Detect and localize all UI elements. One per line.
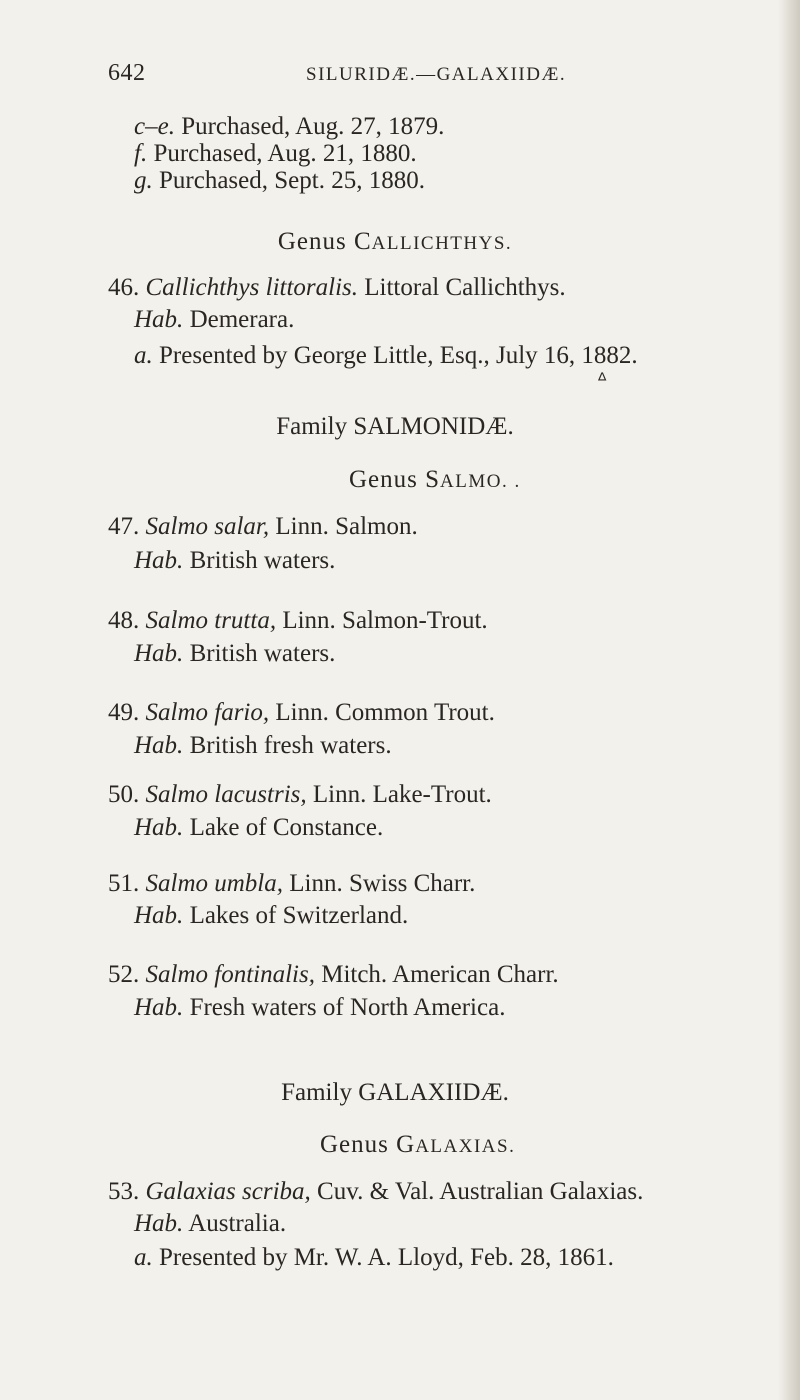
habitat-line	[134, 639, 335, 669]
authority: Mitch.	[321, 961, 388, 988]
hab-text: British waters.	[189, 547, 336, 574]
genus-rest: ALMO. .	[440, 471, 521, 492]
purchase-text: Purchased, Aug. 27, 1879.	[181, 113, 445, 140]
entry-number: 51.	[108, 870, 140, 897]
specimen-text: Presented by George Little, Esq., July 16, 1882.	[159, 342, 638, 369]
purchase-line	[134, 139, 417, 169]
hab-text: Demerara.	[189, 306, 295, 333]
common-name: Lake-Trout.	[372, 781, 492, 808]
species-entry-52	[108, 960, 559, 990]
species-entry-51	[108, 869, 475, 899]
common-name: Australian Galaxias.	[439, 1178, 644, 1205]
habitat-line	[134, 993, 505, 1023]
hab-label: Hab.	[134, 640, 184, 667]
habitat-line	[134, 813, 383, 843]
common-name: Salmon.	[335, 513, 418, 540]
purchase-text: Purchased, Sept. 25, 1880.	[159, 167, 425, 194]
family-heading-salmonidae: Family SALMONIDÆ.	[276, 413, 514, 440]
hab-label: Hab.	[134, 814, 184, 841]
species-entry-49	[108, 698, 495, 728]
library-stamp-mark: ᐞ	[596, 370, 608, 392]
specimen-text: Presented by Mr. W. A. Lloyd, Feb. 28, 1861.	[159, 1244, 614, 1271]
genus-prefix: Genus C	[277, 228, 372, 255]
hab-text: Australia.	[188, 1210, 287, 1237]
habitat-line	[134, 1209, 286, 1239]
genus-rest: ALLICHTHYS.	[371, 233, 513, 254]
purchase-line	[134, 112, 444, 142]
hab-text: British fresh waters.	[189, 732, 392, 759]
genus-rest: ALAXIAS.	[415, 1136, 516, 1157]
specimen-letter: a.	[134, 342, 153, 369]
entry-number: 48.	[108, 607, 140, 634]
running-title: SILURIDÆ.—GALAXIIDÆ.	[306, 64, 567, 85]
authority: Linn.	[275, 513, 329, 540]
specimen-letter: f.	[134, 140, 148, 167]
common-name: Salmon-Trout.	[342, 607, 488, 634]
genus-prefix: Genus G	[320, 1131, 416, 1158]
hab-text: Fresh waters of North America.	[189, 994, 506, 1021]
hab-text: British waters.	[189, 640, 336, 667]
hab-text: Lake of Constance.	[189, 814, 384, 841]
species-name: Salmo lacustris,	[145, 781, 307, 808]
authority: Linn.	[312, 781, 367, 808]
common-name: American Charr.	[392, 961, 559, 988]
hab-label: Hab.	[134, 1210, 184, 1237]
hab-text: Lakes of Switzerland.	[189, 902, 409, 929]
authority: Linn.	[289, 870, 343, 897]
hab-label: Hab.	[134, 306, 184, 333]
species-name: Salmo trutta,	[145, 607, 277, 634]
entry-number: 47.	[108, 513, 140, 540]
entry-number: 53.	[108, 1178, 140, 1205]
specimen-letter: a.	[134, 1244, 153, 1271]
entry-number: 46.	[108, 274, 140, 301]
genus-heading-salmo	[349, 465, 521, 497]
hab-label: Hab.	[134, 994, 184, 1021]
species-name: Galaxias scriba,	[145, 1178, 311, 1205]
species-entry-47	[108, 512, 418, 542]
specimen-letter: g.	[134, 167, 153, 194]
hab-label: Hab.	[134, 732, 184, 759]
species-name: Salmo umbla,	[145, 870, 283, 897]
common-name: Littoral Callichthys.	[364, 274, 566, 301]
species-name: Salmo salar,	[145, 513, 270, 540]
purchase-line	[134, 166, 425, 196]
family-heading-galaxiidae: Family GALAXIIDÆ.	[281, 1079, 509, 1106]
genus-heading-galaxias	[320, 1130, 515, 1162]
species-entry-48	[108, 606, 488, 636]
entry-number: 50.	[108, 781, 140, 808]
species-name: Salmo fontinalis,	[145, 961, 315, 988]
species-entry-46	[108, 273, 566, 303]
genus-heading-callichthys	[0, 227, 790, 259]
common-name: Common Trout.	[335, 699, 495, 726]
entry-number: 52.	[108, 961, 140, 988]
running-header	[108, 60, 748, 100]
species-entry-53	[108, 1177, 643, 1207]
species-entry-50	[108, 780, 492, 810]
species-name: Callichthys littoralis.	[145, 274, 359, 301]
entry-number: 49.	[108, 699, 140, 726]
habitat-line	[134, 305, 294, 335]
common-name: Swiss Charr.	[348, 870, 476, 897]
genus-prefix: Genus S	[349, 466, 441, 493]
page-edge-shadow	[778, 0, 800, 1400]
hab-label: Hab.	[134, 547, 184, 574]
specimen-letter: c–e.	[134, 113, 175, 140]
specimen-line	[134, 1243, 614, 1273]
authority: Linn.	[275, 699, 329, 726]
hab-label: Hab.	[134, 902, 184, 929]
habitat-line	[134, 731, 392, 761]
habitat-line	[134, 546, 335, 576]
specimen-line	[134, 341, 638, 371]
authority: Linn.	[282, 607, 336, 634]
authority: Cuv. & Val.	[317, 1178, 435, 1205]
habitat-line	[134, 901, 408, 931]
page-number: 642	[108, 60, 146, 86]
species-name: Salmo fario,	[145, 699, 270, 726]
purchase-text: Purchased, Aug. 21, 1880.	[153, 140, 417, 167]
